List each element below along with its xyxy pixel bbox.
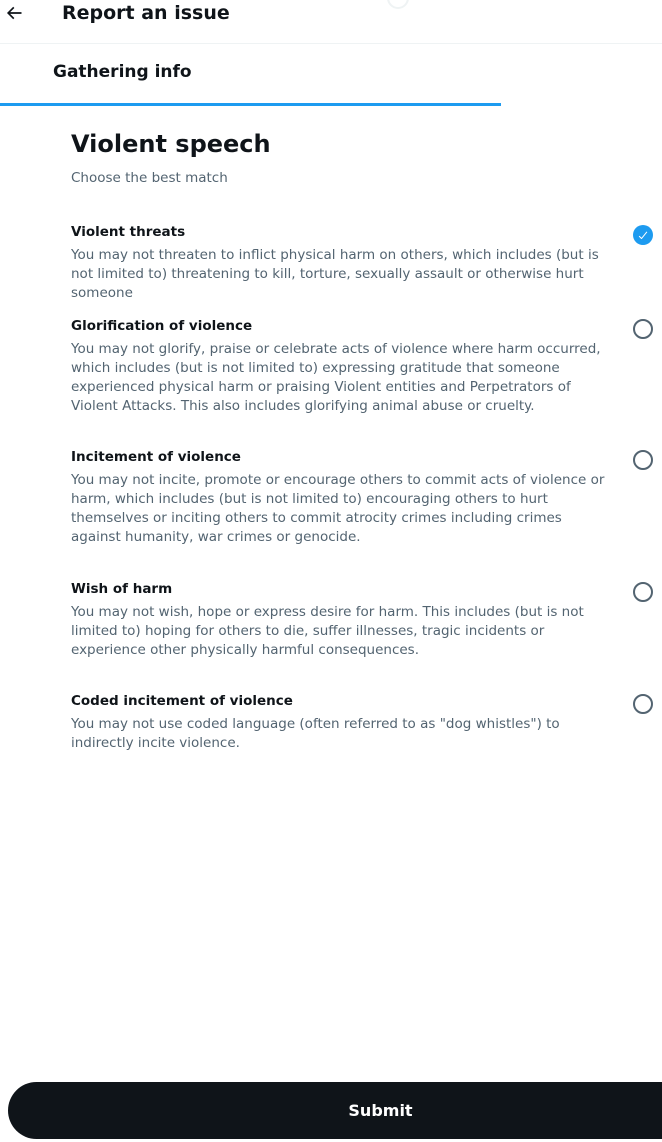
radio-button[interactable]	[633, 694, 653, 714]
step-label: Gathering info	[53, 62, 192, 82]
option-description: You may not threaten to inflict physical harm on others, which includes (but is not limited to) threatening to kill, torture, sexually assault or otherwise hurt someone	[71, 247, 599, 301]
section-title: Violent speech	[71, 130, 271, 158]
loading-indicator	[387, 0, 409, 9]
option-wish-of-harm[interactable]	[71, 580, 662, 660]
progress-bar-fill	[0, 103, 501, 106]
option-title: Coded incitement of violence	[71, 693, 293, 709]
option-incitement-of-violence[interactable]	[71, 448, 662, 547]
section-subtitle: Choose the best match	[71, 170, 228, 186]
option-description: You may not wish, hope or express desire for harm. This includes (but is not limited to) hoping for others to die, suffer illnesses, tragic incidents or experience other physically harmful consequences.	[71, 604, 584, 658]
radio-button[interactable]	[633, 582, 653, 602]
page-title: Report an issue	[62, 2, 230, 24]
option-title: Wish of harm	[71, 581, 173, 597]
option-title: Glorification of violence	[71, 318, 253, 334]
back-button[interactable]	[0, 0, 28, 26]
option-coded-incitement-of-violence[interactable]	[71, 692, 662, 753]
option-description: You may not use coded language (often referred to as "dog whistles") to indirectly incite violence.	[71, 716, 560, 751]
option-description: You may not glorify, praise or celebrate acts of violence where harm occurred, which includes (but is not limited to) expressing gratitude that someone experienced physical harm or praising Violent entities and Perpetrators of Violent Attacks. This also includes glorifying animal abuse or cruelty.	[71, 341, 601, 414]
option-description: You may not incite, promote or encourage others to commit acts of violence or harm, which includes (but is not limited to) encouraging others to hurt themselves or inciting others to commit atrocity crimes including crimes against humanity, war crimes or genocide.	[71, 472, 605, 545]
header-bar	[0, 0, 662, 44]
option-title: Violent threats	[71, 224, 186, 240]
submit-button[interactable]	[8, 1082, 662, 1139]
option-violent-threats[interactable]	[71, 223, 662, 303]
radio-button[interactable]	[633, 225, 653, 245]
option-glorification-of-violence[interactable]	[71, 317, 662, 416]
checkmark-icon	[637, 229, 649, 241]
arrow-left-icon	[4, 3, 24, 23]
progress-bar	[0, 103, 662, 106]
submit-button-label: Submit	[348, 1100, 413, 1120]
radio-button[interactable]	[633, 319, 653, 339]
option-title: Incitement of violence	[71, 449, 241, 465]
radio-button[interactable]	[633, 450, 653, 470]
